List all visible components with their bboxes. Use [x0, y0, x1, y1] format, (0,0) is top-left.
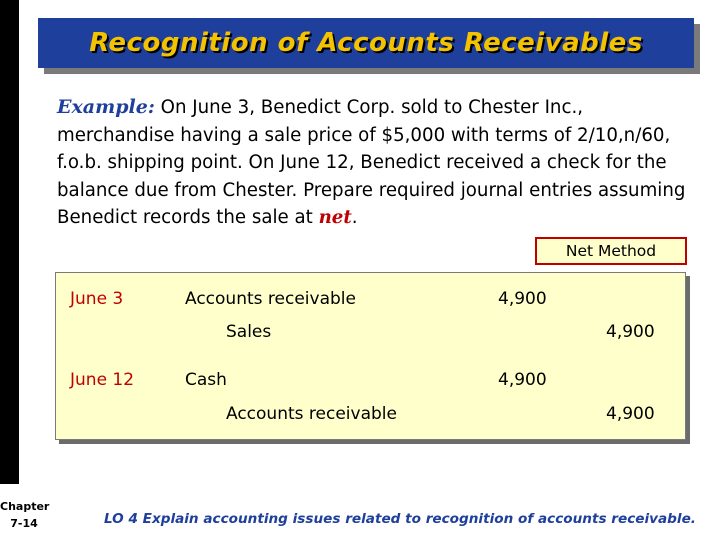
journal-row: [56, 285, 685, 313]
slide-title: Recognition of Accounts Receivables: [89, 28, 643, 58]
net-method-label: Net Method: [535, 237, 687, 265]
example-text: On June 3, Benedict Corp. sold to Chester Inc., merchandise having a sale price of $5,000 with terms of 2/10,n/60, f.o.b. shipping point. On June 12, Benedict received a check for the balance due from Chester. Prepare required journal entries assuming Benedict records the sale at: [57, 97, 686, 228]
example-paragraph: [57, 94, 687, 232]
title-banner: [38, 18, 694, 68]
entry-date: June 12: [70, 370, 135, 390]
entry-debit: 4,900: [498, 370, 547, 390]
entry-credit: 4,900: [606, 404, 655, 424]
example-lead: Example:: [57, 96, 155, 118]
entry-account: Cash: [185, 370, 227, 390]
learning-objective: LO 4 Explain accounting issues related to recognition of accounts receivable.: [104, 511, 696, 527]
entry-date: June 3: [70, 289, 124, 309]
journal-row: [56, 366, 685, 394]
example-end: .: [351, 207, 358, 228]
chapter-number: 7-14: [10, 517, 38, 530]
entry-account: Accounts receivable: [185, 289, 356, 309]
journal-row: [56, 318, 685, 346]
chapter-label: [0, 498, 48, 532]
entry-account: Sales: [226, 322, 272, 342]
entry-debit: 4,900: [498, 289, 547, 309]
entry-credit: 4,900: [606, 322, 655, 342]
chapter-word: Chapter: [0, 500, 50, 513]
net-emphasis: net: [318, 207, 352, 228]
left-side-bar: [0, 0, 19, 484]
journal-row: [56, 400, 685, 428]
entry-account: Accounts receivable: [226, 404, 397, 424]
journal-entries-box: [55, 272, 686, 440]
